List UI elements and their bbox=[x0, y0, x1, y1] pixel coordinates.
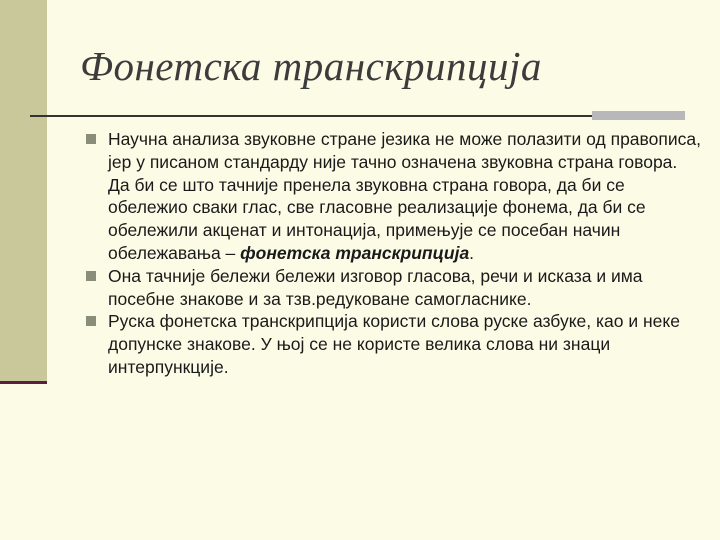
slide-title: Фонетска транскрипција bbox=[80, 43, 542, 89]
bullet-text: Научна анализа звуковне стране језика не може полазити од правописа, јер у писаном стандарду није тачно означена звуковна страна говора. Да би се што тачније пренела звуковна страна говора, да би се обележио сваки глас, све гласовне реализације фонема, да би се обележили акценат и интонација, примењује се посебан начин обележавања – bbox=[108, 129, 701, 263]
bullet-item bbox=[86, 310, 701, 378]
bullet-item bbox=[86, 265, 701, 311]
left-decorative-band bbox=[0, 0, 47, 383]
bullet-text: Она тачније бележи бележи изговор гласова, речи и исказа и има посебне знакове и за тзв.редуковане самогласнике. bbox=[108, 265, 643, 309]
title-divider-accent bbox=[592, 111, 685, 120]
title-divider bbox=[30, 115, 685, 117]
left-band-rule bbox=[0, 381, 47, 384]
bullet-suffix: . bbox=[469, 242, 475, 263]
square-bullet-icon bbox=[86, 271, 96, 281]
bullet-list bbox=[86, 128, 701, 379]
bullet-emphasis: фонетска транскрипција bbox=[240, 242, 470, 263]
bullet-item bbox=[86, 128, 701, 265]
square-bullet-icon bbox=[86, 134, 96, 144]
bullet-text: Руска фонетска транскрипција користи слова руске азбуке, као и неке допунске знакове. У њој се не користе велика слова ни знаци интерпункције. bbox=[108, 311, 680, 377]
square-bullet-icon bbox=[86, 316, 96, 326]
